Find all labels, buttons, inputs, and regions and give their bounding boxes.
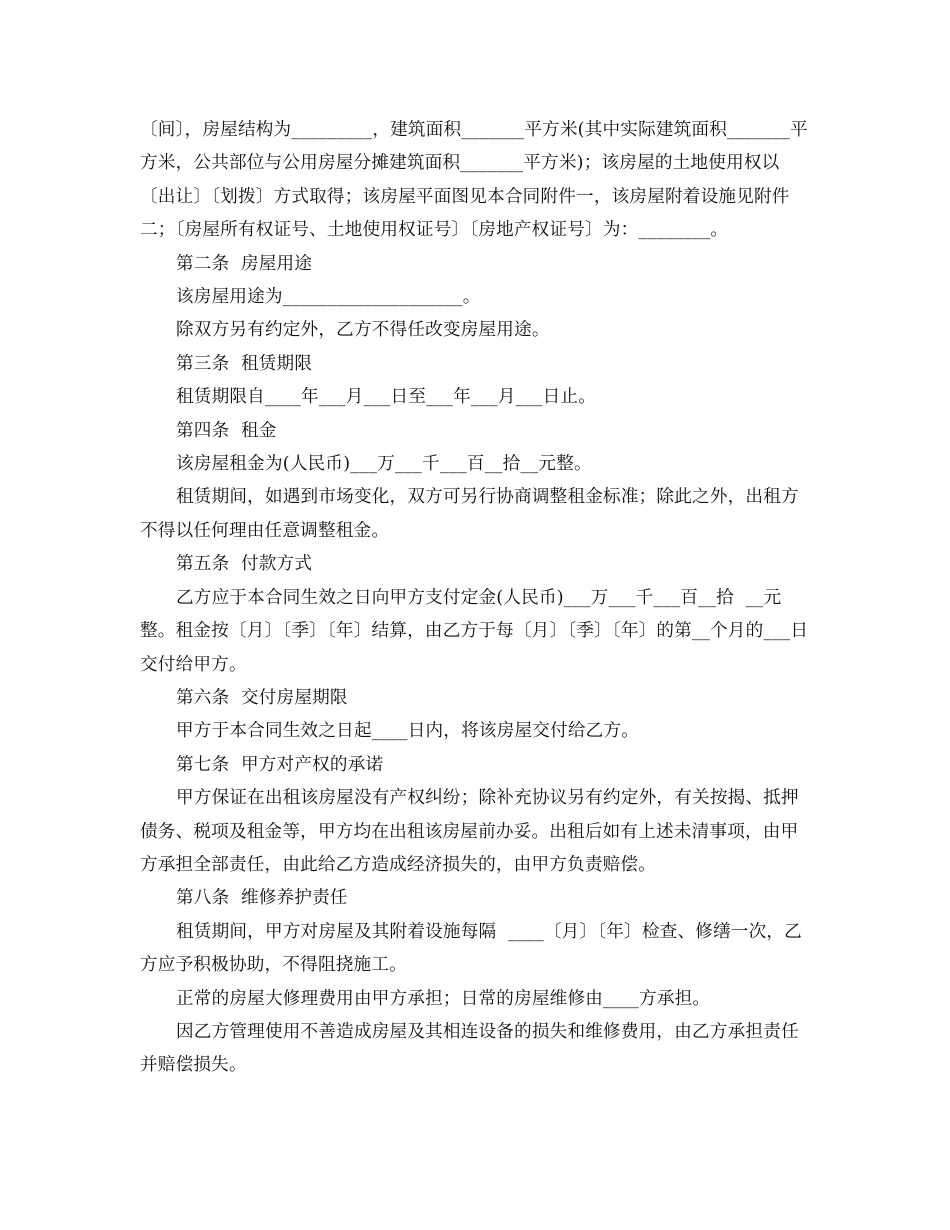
paragraph-ownership-promise: 甲方保证在出租该房屋没有产权纠纷；除补充协议另有约定外，有关按揭、抵押债务、税项及租金等，甲方均在出租该房屋前办妥。出租后如有上述未清事项，由甲方承担全部责任，由此给乙方造成经济损失的，由甲方负责赔偿。 — [140, 788, 799, 875]
article-4-heading: 第四条 租金 — [176, 420, 277, 441]
paragraph-lease-term: 租赁期限自____年___月___日至___年___月___日止。 — [176, 387, 597, 408]
article-3-heading: 第三条 租赁期限 — [176, 353, 313, 374]
article-8-heading: 第八条 维修养护责任 — [176, 888, 348, 909]
paragraph-maintenance-inspection: 租赁期间，甲方对房屋及其附着设施每隔 ____〔月〕〔年〕检查、修缮一次，乙方应予积极协助，不得阻挠施工。 — [140, 921, 802, 976]
article-5-heading: 第五条 付款方式 — [176, 554, 313, 575]
article-2-heading: 第二条 房屋用途 — [176, 253, 313, 274]
paragraph-usage-restriction: 除双方另有约定外，乙方不得任改变房屋用途。 — [176, 320, 550, 341]
paragraph-delivery-term: 甲方于本合同生效之日起____日内，将该房屋交付给乙方。 — [176, 721, 640, 742]
paragraph-repair-costs: 正常的房屋大修理费用由甲方承担；日常的房屋维修由____方承担。 — [176, 988, 711, 1009]
paragraph-payment-method: 乙方应于本合同生效之日向甲方支付定金(人民币)___万___千___百__拾 __元整。租金按〔月〕〔季〕〔年〕结算，由乙方于每〔月〕〔季〕〔年〕的第__个月的___日交付给甲方。 — [140, 587, 809, 675]
paragraph-property-details: 〔间〕，房屋结构为_________，建筑面积_______平方米(其中实际建筑面积_______平方米，公共部位与公用房屋分摊建筑面积_______平方米)；该房屋的土地使用权以〔出让〕〔划拨〕方式取得；该房屋平面图见本合同附件一，该房屋附着设施见附件二；〔房屋所有权证号、土地使用权证号〕〔房地产权证号〕为：________。 — [140, 120, 808, 241]
article-7-heading: 第七条 甲方对产权的承诺 — [176, 754, 384, 775]
paragraph-damage-liability: 因乙方管理使用不善造成房屋及其相连设备的损失和维修费用，由乙方承担责任并赔偿损失。 — [140, 1021, 799, 1076]
paragraph-rent-amount: 该房屋租金为(人民币)___万___千___百__拾__元整。 — [176, 454, 592, 475]
contract-text — [140, 114, 812, 1083]
article-6-heading: 第六条 交付房屋期限 — [176, 687, 348, 708]
paragraph-rent-adjustment: 租赁期间，如遇到市场变化，双方可另行协商调整租金标准；除此之外，出租方不得以任何理由任意调整租金。 — [140, 487, 799, 541]
paragraph-usage: 该房屋用途为____________________。 — [176, 287, 481, 308]
